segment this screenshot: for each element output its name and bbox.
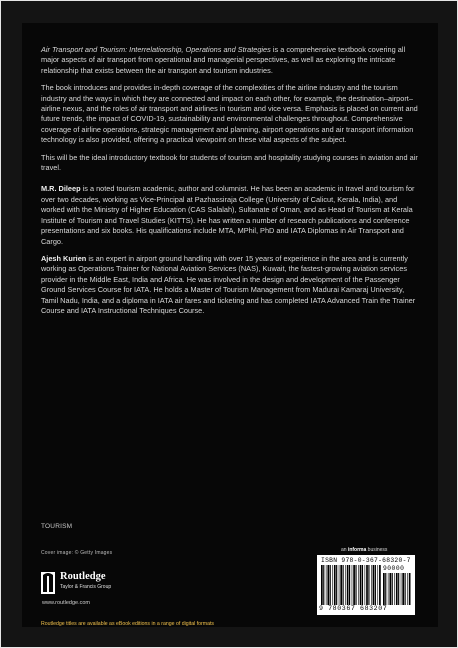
routledge-building-logo-icon: [41, 572, 55, 594]
author-bio-kurien: [41, 254, 419, 316]
author-bio-text: is a noted tourism academic, author and columnist. He has been an academic in travel and tourism for over two decades, working as Vice-Principal at Pazhassiraja College (University of Calicut, Kerala, India), and worked with the Ministry of Higher Education (CAS Salalah), Sultanate of Oman, and as Head of Tourism at Kerala Institute of Tourism and Travel Studies (KITTS). He has written a number of research publications and conference presentations and six books. His qualifications include MTA, MPhil, PhD and IATA Diplomas in Air Transport and Cargo.: [41, 184, 415, 246]
book-title-inline: Air Transport and Tourism: Interrelationship, Operations and Strategies: [41, 45, 271, 54]
author-name: Ajesh Kurien: [41, 253, 87, 263]
author-bio-text: is an expert in airport ground handling with over 15 years of experience in the area and is currently working as Operations Trainer for National Aviation Services (NAS), Kuwait, the fastest-growing aviation services provider in the Middle East, India and Africa. He was involved in the design and development of the Passenger Ground Services Course for IATA. He holds a Master of Tourism Management from Madurai Kamaraj University, Tamil Nadu, India, and a diploma in IATA air fares and ticketing and has completed IATA Advanced Train the Trainer Course and IATA Instructional Techniques Course.: [41, 253, 416, 315]
ean-barcode-bars: [321, 565, 381, 605]
author-bio-dileep: [41, 184, 419, 246]
price-code: 90000: [383, 565, 405, 572]
description-block: [41, 45, 419, 323]
ean-digits: 9 780367 683207: [319, 605, 388, 612]
addon-barcode-bars: [383, 573, 411, 605]
isbn-label: ISBN 978-0-367-68320-7: [321, 557, 411, 564]
cover-image-credit: Cover image: © Getty Images: [41, 550, 113, 556]
informa-suffix: business: [366, 547, 388, 553]
publisher-url: www.routledge.com: [42, 600, 90, 606]
barcode: [317, 555, 415, 615]
informa-tagline: [341, 547, 387, 553]
informa-brand: informa: [347, 547, 367, 553]
intro-paragraph: [41, 45, 419, 76]
author-name: M.R. Dileep: [41, 184, 81, 194]
subject-category: TOURISM: [41, 523, 73, 530]
publisher-group: Taylor & Francis Group: [60, 584, 112, 590]
paragraph-coverage: The book introduces and provides in-depth coverage of the complexities of the airline industry and the tourism industry and the ways in which they are connected and impact on each other, for example, the destination–airport–airline nexus, and the roles of air transport and airlines in tourism and vice versa. Emphasis is placed on current and future trends, the impact of COVID-19, sustainability and environmental challenges throughout. Comprehensive coverage of airline operations, strategic management and planning, airport operations and air transport information technology is also provided, offering a practical viewpoint on these vital aspects of the subject.: [41, 83, 418, 145]
paragraph-audience: This will be the ideal introductory textbook for students of tourism and hospitality studying courses in aviation and air travel.: [41, 152, 418, 173]
ebook-availability-note: Routledge titles are available as eBook editions in a range of digital formats: [41, 621, 215, 627]
intro-text: is a comprehensive textbook covering all major aspects of air transport from operational and managerial perspectives, as well as exploring the intricate relationship that exists between the air transport and tourism industries.: [41, 45, 406, 75]
informa-prefix: an: [341, 547, 348, 553]
publisher-name: Routledge: [60, 571, 106, 582]
